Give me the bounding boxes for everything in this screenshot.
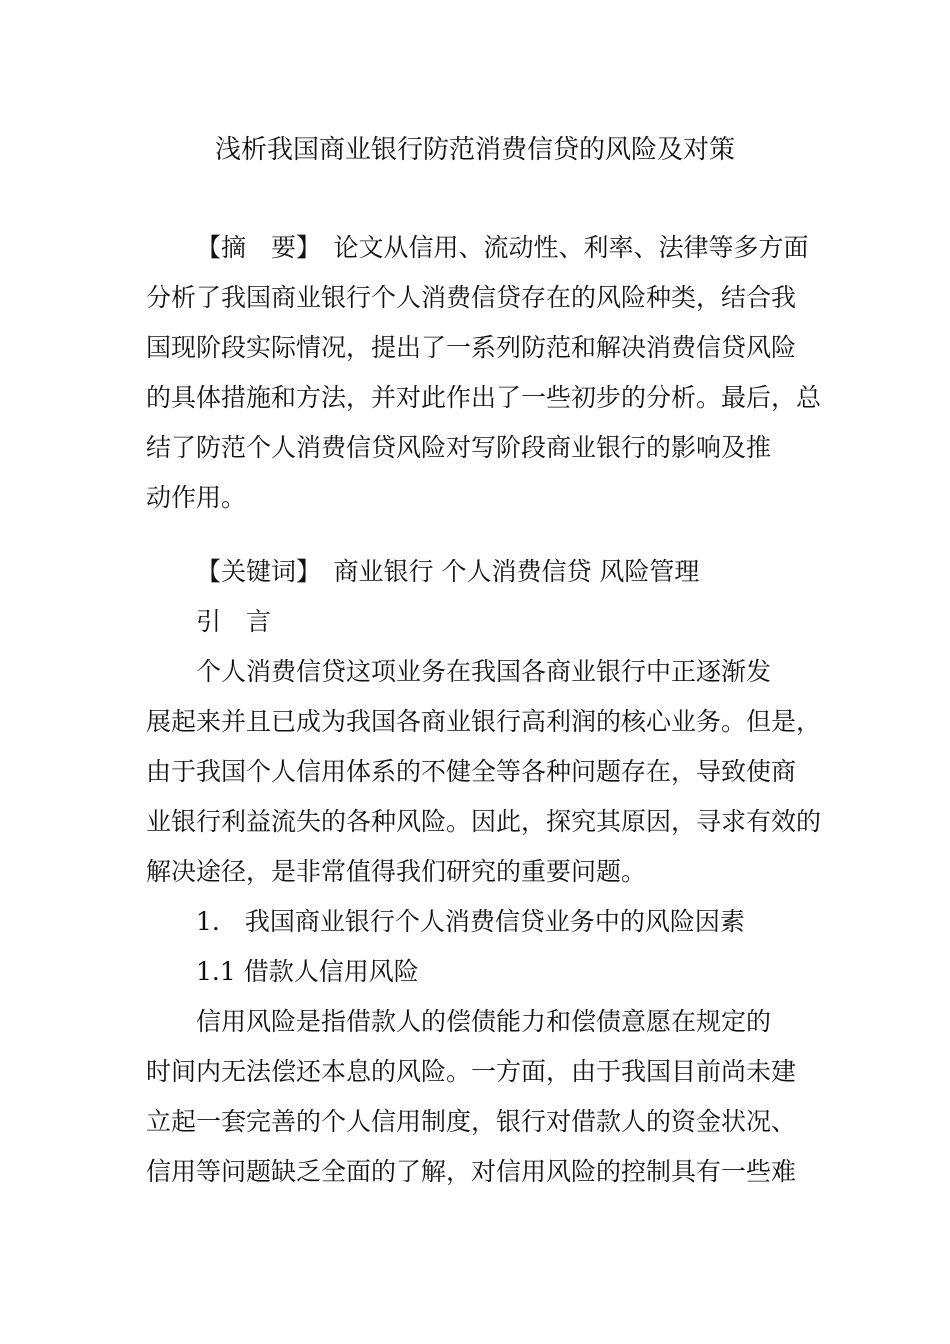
section-heading-1: 1. 我国商业银行个人消费信贷业务中的风险因素: [196, 907, 745, 936]
body-line: 解决途径，是非常值得我们研究的重要问题。: [146, 857, 647, 886]
body-line: 立起一套完善的个人信用制度，银行对借款人的资金状况、: [146, 1107, 797, 1136]
document-title: 浅析我国商业银行防范消费信贷的风险及对策: [214, 135, 735, 165]
body-line: 信用风险是指借款人的偿债能力和偿债意愿在规定的: [196, 1007, 772, 1036]
body-line: 时间内无法偿还本息的风险。一方面，由于我国目前尚未建: [146, 1057, 797, 1086]
body-line: 展起来并且已成为我国各商业银行高利润的核心业务。但是，: [146, 707, 822, 736]
subsection-heading-1-1: 1.1 借款人信用风险: [196, 957, 419, 986]
abstract-line: 结了防范个人消费信贷风险对写阶段商业银行的影响及推: [146, 433, 772, 462]
body-line: 个人消费信贷这项业务在我国各商业银行中正逐渐发: [196, 657, 772, 686]
body-line: 由于我国个人信用体系的不健全等各种问题存在，导致使商: [146, 757, 797, 786]
keywords-line: 【关键词】 商业银行 个人消费信贷 风险管理: [196, 557, 700, 586]
body-line: 信用等问题缺乏全面的了解，对信用风险的控制具有一些难: [146, 1157, 797, 1186]
abstract-line: 的具体措施和方法，并对此作出了一些初步的分析。最后，总: [146, 383, 822, 412]
abstract-line: 国现阶段实际情况，提出了一系列防范和解决消费信贷风险: [146, 333, 797, 362]
abstract-line: 动作用。: [146, 483, 247, 512]
abstract-line: 【摘 要】 论文从信用、流动性、利率、法律等多方面: [196, 233, 809, 262]
abstract-line: 分析了我国商业银行个人消费信贷存在的风险种类，结合我: [146, 283, 797, 312]
section-heading-intro: 引 言: [196, 607, 272, 636]
body-line: 业银行利益流失的各种风险。因此，探究其原因，寻求有效的: [146, 807, 822, 836]
